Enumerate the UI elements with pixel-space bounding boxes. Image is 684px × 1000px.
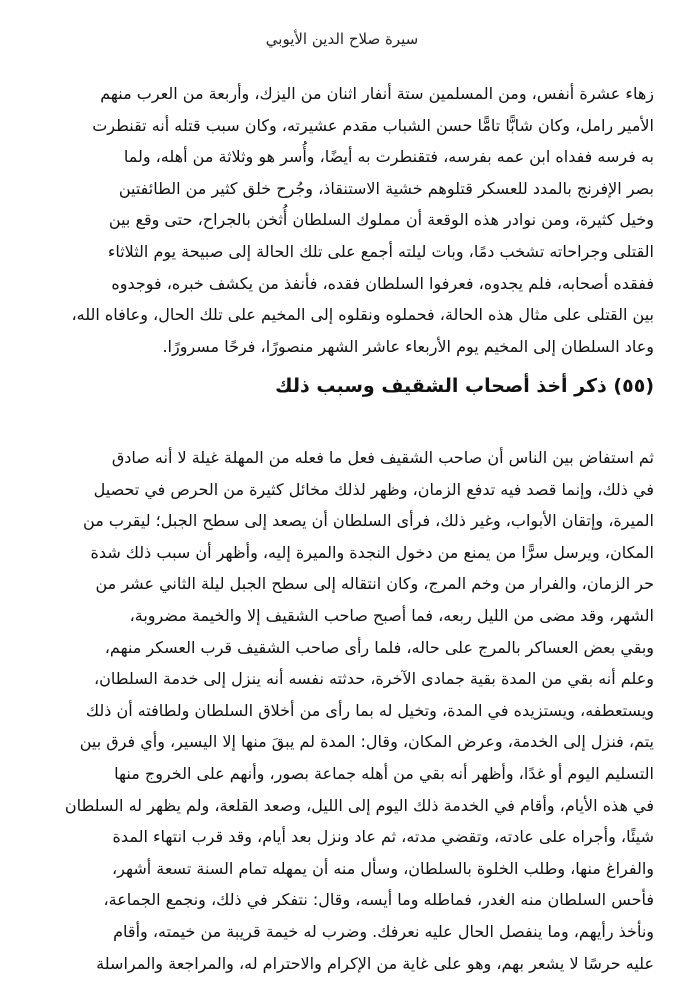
text-line: وبقي بعض العساكر بالمرج على حاله، فلما رأى صاحب الشقيف قرب العسكر منهم، (104, 637, 654, 657)
text-line: في هذه الأيام، وأقام في الخدمة ذلك اليوم إلى الليل، وصعد القلعة، ولم يظهر له السلطان (64, 795, 654, 815)
text-line: القتلى وجراحاته تشخب دمًا، وبات ليلته أجمع على تلك الحالة إلى صبيحة يوم الثلاثاء (107, 241, 654, 261)
text-line: ثم استفاض بين الناس أن صاحب الشقيف فعل ما فعله من المهلة غيلة لا أنه صادق (111, 448, 654, 467)
text-line: شيئًا، وأجراه على عادته، وتقضي مدته، ثم عاد ونزل بعد أيام، وقد قرب انتهاء المدة (112, 827, 654, 847)
text-line: بين القتلى على مثال هذه الحالة، فحملوه ونقلوه إلى المخيم على تلك الحال، وعافاه الله، (71, 305, 654, 325)
text-line: ونأخذ رأيهم، وما ينفصل الحال عليه نعرفك. وضرب له خيمة قريبة من خيمته، وأقام (113, 921, 654, 941)
text-line: في ذلك، وإنما قصد فيه تدفع الزمان، وظهر لذلك مخائل كثيرة من الحرص في تحصيل (93, 479, 654, 499)
paragraph-2 (28, 442, 654, 979)
text-line: يتم، فنزل إلى الخدمة، وعرض المكان، وقال: المدة لم يبقَ منها إلا اليسير، وأي فرق بين (79, 732, 654, 752)
text-line: وعلم أنه بقي من المدة بقية جمادى الآخرة، حدثته نفسه أنه ينزل إلى خدمة السلطان، (94, 669, 654, 689)
text-line: وخيل كثيرة، ومن نوادر هذه الوقعة أن مملوك السلطان أُثخن بالجراح، حتى وقع بين (108, 210, 654, 230)
text-line: زهاء عشرة أنفس، ومن المسلمين ستة أنفار اثنان من اليزك، وأربعة من العرب منهم (100, 84, 654, 103)
text-line: المكان، ويرسل سرًّا من يمنع من دخول النجدة والميرة إليه، وأظهر أن سبب ذلك شدة (90, 542, 654, 562)
text-line: والفراغ منها، وطلب الخلوة بالسلطان، وسأل منه أن يمهله تمام السنة تسعة أشهر، (111, 858, 654, 878)
running-header-title: سيرة صلاح الدين الأيوبي (265, 30, 419, 48)
text-line: به فرسه ففداه ابن عمه بفرسه، فتقنطرت به أيضًا، وأُسر هو وثلاثة من أهله، ولما (123, 147, 654, 167)
text-line: ففقده أصحابه، فلم يجدوه، فعرفوا السلطان فقده، فأنفذ من يكشف خبره، فوجدوه (111, 273, 654, 293)
paragraph-1 (28, 78, 654, 362)
text-line: التسليم اليوم أو غدًا، وأظهر أنه بقي من أهله جماعة بصور، وأنهم على الخروج منها (114, 763, 654, 783)
text-line: ويستعطفه، ويستزيده في المدة، وتخيل له بما رأى من أخلاق السلطان ولطافته أن ذلك (85, 700, 654, 720)
text-line: الميرة، وإتقان الأبواب، وغير ذلك، فرأى السلطان أن يصعد إلى سطح الجبل؛ ليقرب من (83, 511, 654, 531)
text-line: الشهر، وقد مضى من الليل ربعه، فما أصبح صاحب الشقيف إلا والخيمة مضروبة، (129, 605, 654, 625)
text-line: عليه حرسًا لا يشعر بهم، وهو على غاية من الإكرام والاحترام له، والمراجعة والمراسلة (96, 953, 654, 973)
text-line: فأحس السلطان منه الغدر، فماطله وما أيسه، وقال: نتفكر في ذلك، ونجمع الجماعة، (103, 890, 654, 910)
section-heading: (٥٥) ذكر أخذ أصحاب الشقيف وسبب ذلك (275, 375, 654, 397)
text-line: بصر الإفرنج بالمدد للعسكر قتلوهم خشية الاستنقاذ، وجُرح خلق كثير من الطائفتين (118, 178, 654, 198)
text-line: وعاد السلطان إلى المخيم يوم الأربعاء عاشر الشهر منصورًا، فرحًا مسرورًا. (162, 336, 654, 356)
text-line: الأمير رامل، وكان شابًّا تامًّا حسن الشباب مقدم عشيرته، وكان سبب قتله أنه تقنطرت (92, 115, 654, 135)
text-line: حر الزمان، والفرار من وخم المرج، وكان انتقاله إلى سطح الجبل ليلة الثاني عشر من (95, 574, 654, 594)
